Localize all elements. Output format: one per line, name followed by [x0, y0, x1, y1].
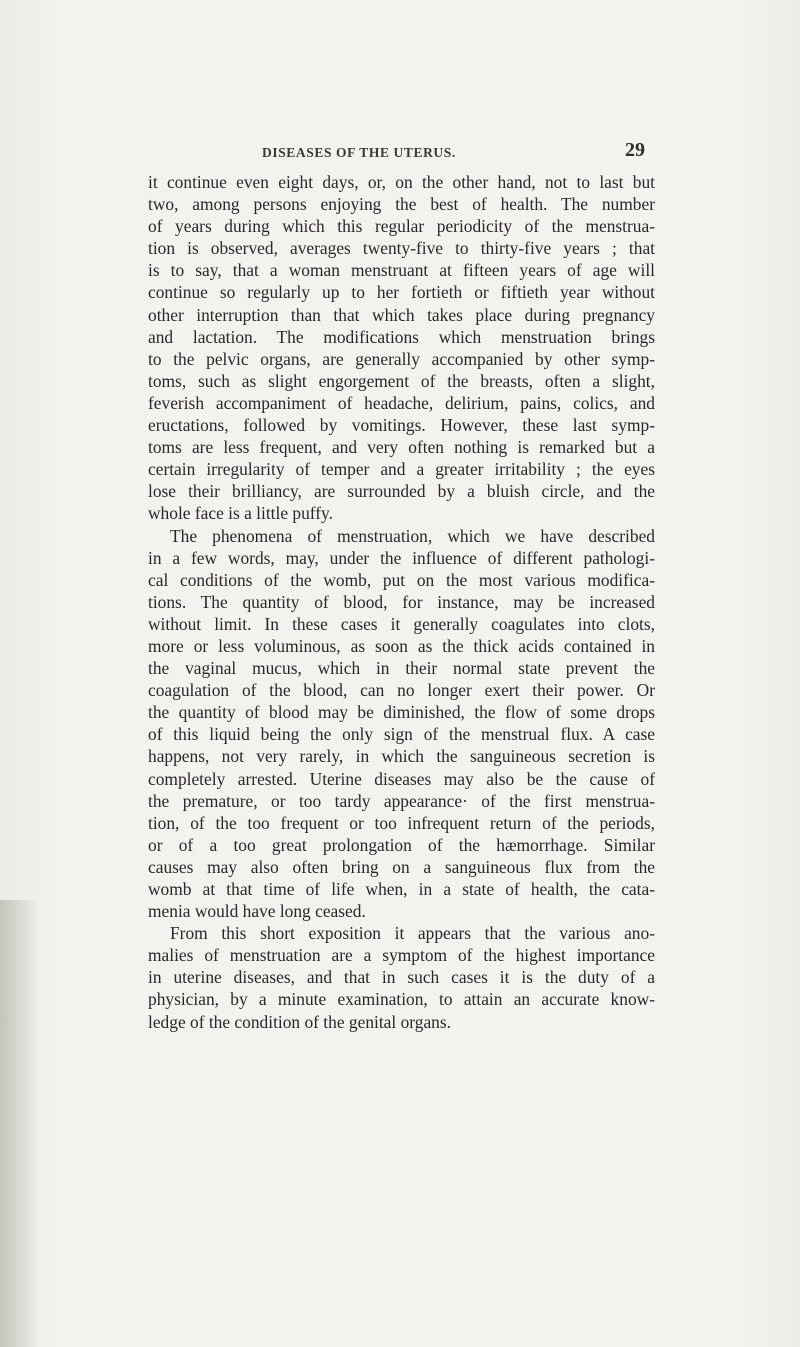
- text-line: certain irregularity of temper and a greater irritability ; the eyes: [148, 459, 655, 480]
- text-line: other interruption than that which takes place during pregnancy: [148, 304, 655, 325]
- text-line: more or less voluminous, as soon as the thick acids contained in: [148, 635, 655, 656]
- text-line: of years during which this regular periodicity of the menstrua-: [148, 216, 655, 237]
- text-line: tion, of the too frequent or too infrequent return of the periods,: [148, 812, 655, 833]
- text-line: physician, by a minute examination, to attain an accurate know-: [148, 989, 655, 1010]
- text-line: lose their brilliancy, are surrounded by a bluish circle, and the: [148, 481, 655, 502]
- running-title: DISEASES OF THE UTERUS.: [262, 145, 456, 160]
- text-line: The phenomena of menstruation, which we have described: [170, 525, 655, 546]
- text-line: causes may also often bring on a sanguineous flux from the: [148, 856, 655, 877]
- text-line: to the pelvic organs, are generally accompanied by other symp-: [148, 348, 655, 369]
- text-line: cal conditions of the womb, put on the most various modifica-: [148, 569, 655, 590]
- text-line: tion is observed, averages twenty-five to thirty-five years ; that: [148, 238, 655, 259]
- text-line: eructations, followed by vomitings. However, these last symp-: [148, 415, 655, 436]
- text-line: feverish accompaniment of headache, delirium, pains, colics, and: [148, 392, 655, 413]
- text-line: menia would have long ceased.: [148, 901, 366, 922]
- text-line: the premature, or too tardy appearance· of the first menstrua-: [148, 790, 655, 811]
- text-line: the quantity of blood may be diminished, the flow of some drops: [148, 702, 655, 723]
- text-line: is to say, that a woman menstruant at fifteen years of age will: [148, 260, 655, 281]
- text-line: in uterine diseases, and that in such cases it is the duty of a: [148, 967, 655, 988]
- page-edge-shadow: [0, 900, 40, 1347]
- text-line: it continue even eight days, or, on the other hand, not to last but: [148, 172, 655, 192]
- running-head: [0, 139, 800, 163]
- body-text: [148, 171, 655, 1033]
- text-line: without limit. In these cases it generally coagulates into clots,: [148, 613, 655, 634]
- text-line: tions. The quantity of blood, for instance, may be increased: [148, 591, 655, 612]
- text-line: coagulation of the blood, can no longer exert their power. Or: [148, 680, 655, 701]
- text-line: whole face is a little puffy.: [148, 503, 333, 524]
- text-line: completely arrested. Uterine diseases may also be the cause of: [148, 768, 655, 789]
- text-line: two, among persons enjoying the best of health. The number: [148, 194, 655, 215]
- text-line: of this liquid being the only sign of the menstrual flux. A case: [148, 724, 655, 745]
- text-line: womb at that time of life when, in a state of health, the cata-: [148, 879, 655, 899]
- text-line: toms, such as slight engorgement of the breasts, often a slight,: [148, 370, 655, 391]
- text-line: or of a too great prolongation of the hæmorrhage. Similar: [148, 834, 655, 855]
- text-line: in a few words, may, under the influence of different pathologi-: [148, 547, 655, 568]
- page-number: 29: [625, 139, 645, 161]
- text-line: ledge of the condition of the genital organs.: [148, 1011, 451, 1032]
- text-line: and lactation. The modifications which menstruation brings: [148, 326, 655, 347]
- text-line: the vaginal mucus, which in their normal state prevent the: [148, 658, 655, 679]
- text-line: malies of menstruation are a symptom of the highest importance: [148, 945, 655, 966]
- text-line: From this short exposition it appears that the various ano-: [170, 923, 655, 944]
- text-line: continue so regularly up to her fortieth or fiftieth year without: [148, 282, 655, 303]
- text-line: toms are less frequent, and very often nothing is remarked but a: [148, 437, 655, 458]
- text-line: happens, not very rarely, in which the sanguineous secretion is: [148, 746, 655, 767]
